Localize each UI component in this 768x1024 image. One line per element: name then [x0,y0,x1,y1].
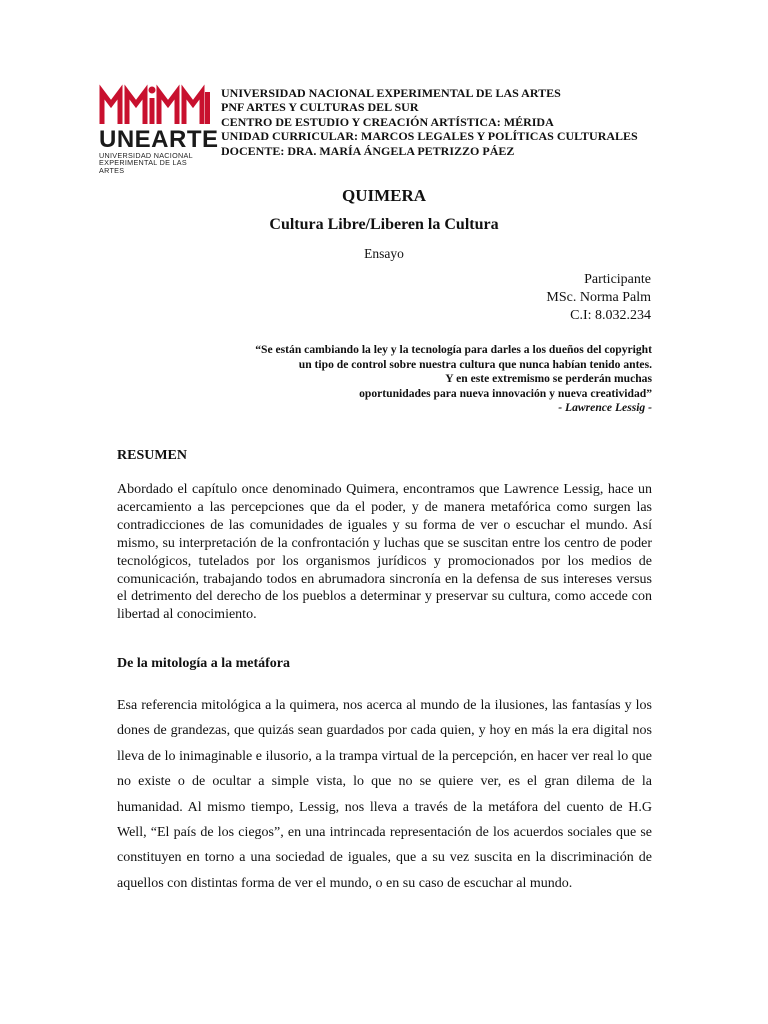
header-line-program: PNF ARTES Y CULTURAS DEL SUR [221,100,419,115]
document-subtitle: Cultura Libre/Liberen la Cultura [269,216,499,233]
logo-subtitle-line-1: UNIVERSIDAD NACIONAL [99,151,193,160]
epigraph-line: “Se están cambiando la ley y la tecnología para darles a los dueños del copyright [255,343,652,356]
participant-name: MSc. Norma Palm [546,290,651,305]
participant-id: C.I: 8.032.234 [570,308,651,323]
epigraph-line: un tipo de control sobre nuestra cultura que nunca habían tenido antes. [298,357,652,371]
participant-block [546,271,651,325]
header-line-university: UNIVERSIDAD NACIONAL EXPERIMENTAL DE LAS ARTES [221,86,561,100]
epigraph-author: - Lawrence Lessig - [558,401,652,415]
participant-label: Participante [584,272,651,287]
epigraph-quote [255,343,652,416]
header-line-teacher: DOCENTE: DRA. MARÍA ÁNGELA PETRIZZO PÁEZ [221,143,515,158]
header-line-center: CENTRO DE ESTUDIO Y CREACIÓN ARTÍSTICA: MÉRIDA [221,114,554,129]
section-heading-resumen: RESUMEN [117,448,188,463]
epigraph-line: Y en este extremismo se perderán muchas [445,372,652,386]
logo-brand-text: UNEARTE [99,126,219,153]
header-line-course: UNIDAD CURRICULAR: MARCOS LEGALES Y POLÍTICAS CULTURALES [221,129,638,144]
section-heading-mitologia: De la mitología a la metáfora [117,656,291,671]
institution-header [221,86,721,158]
unearte-emblem-icon [99,84,211,124]
logo-subtitle-line-2: EXPERIMENTAL DE LAS ARTES [99,158,187,175]
unearte-logo [99,84,219,175]
resumen-paragraph: Abordado el capítulo once denominado Quimera, encontramos que Lawrence Lessig, hace un acercamiento a las percepciones que da el poder, y de manera metafórica como surgen las contradicciones de las comunidades de iguales y su forma de ver o escuchar el mundo. Así mismo, su interpretación de la confrontación y luchas que se suscitan entre los centro de poder tecnológicos, tutelados por los organismos jurídicos y promocionados por los medios de comunicación, trabajando todos en abrumadora sincronía en la defensa de sus intereses versus el detrimento del derecho de los pueblos a determinar y preservar su cultura, como accede con libertad al conocimiento. [117,482,652,623]
document-title: QUIMERA [341,186,427,205]
document-genre: Ensayo [364,246,404,261]
mitologia-paragraph: Esa referencia mitológica a la quimera, nos acerca al mundo de la ilusiones, las fantasías y los dones de grandezas, que quizás sean guardados por cada quien, y hoy en más la era digital nos lleva de lo inimaginable e ilusorio, a la trampa virtual de la percepción, en hacer ver real lo que no existe o de ocultar a simple vista, lo que no se quiere ver, es el gran dilema de la humanidad. Al mismo tiempo, Lessig, nos lleva a través de la metáfora del cuento de H.G Well, “El país de los ciegos”, en una intrincada representación de los acuerdos sociales que se constituyen en torno a una sociedad de iguales, que a su vez suscita en la discriminación de aquellos con distintas forma de ver el mundo, o en su caso de escuchar al mundo. [117,698,652,891]
epigraph-line: oportunidades para nueva innovación y nueva creatividad” [359,386,652,400]
